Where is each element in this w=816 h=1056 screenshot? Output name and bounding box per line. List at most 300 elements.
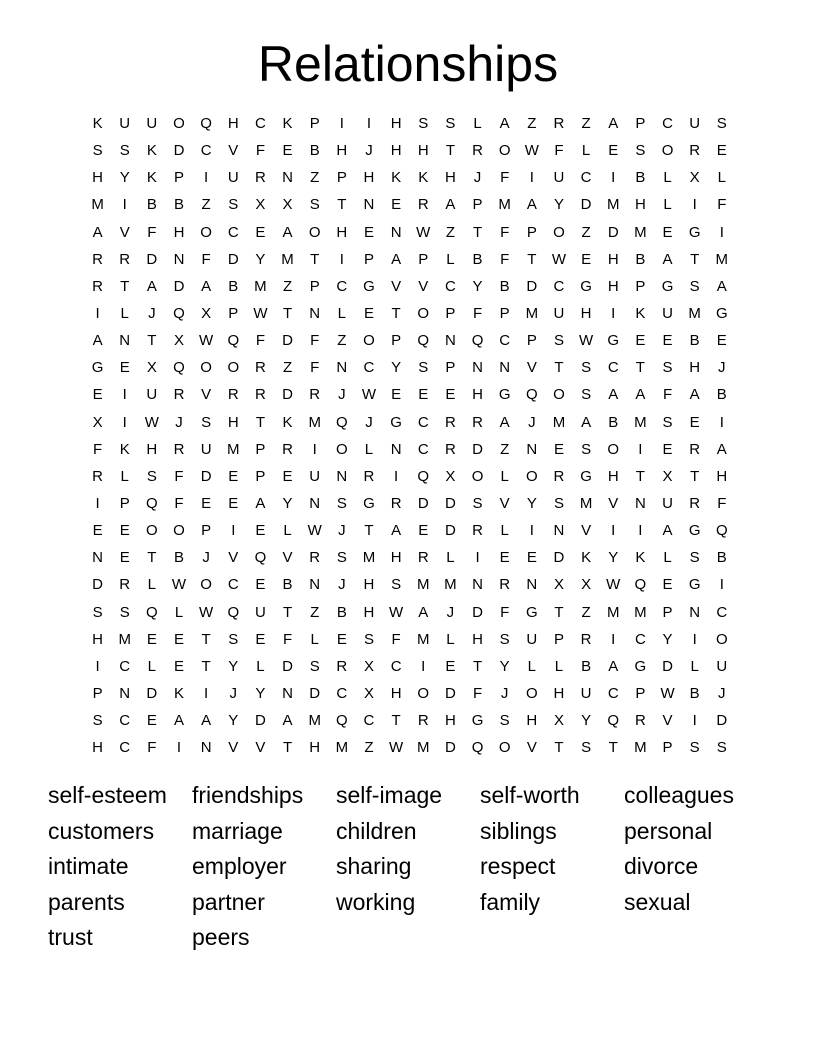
grid-letter[interactable]: W [389, 739, 404, 757]
grid-letter[interactable]: F [662, 386, 673, 404]
grid-letter[interactable]: P [336, 169, 347, 187]
grid-letter[interactable]: D [282, 332, 293, 350]
grid-letter[interactable]: X [689, 169, 700, 187]
grid-letter[interactable]: S [201, 413, 212, 431]
grid-letter[interactable]: U [146, 115, 158, 132]
grid-letter[interactable]: W [524, 142, 539, 160]
grid-letter[interactable]: D [200, 467, 212, 485]
grid-letter[interactable]: R [309, 386, 321, 404]
grid-letter[interactable]: P [418, 250, 429, 268]
grid-letter[interactable]: O [525, 467, 538, 485]
grid-letter[interactable]: N [92, 549, 103, 567]
grid-letter[interactable]: N [309, 494, 321, 512]
grid-letter[interactable]: T [255, 413, 265, 431]
grid-letter[interactable]: I [421, 657, 426, 675]
grid-letter[interactable]: G [580, 277, 592, 295]
grid-letter[interactable]: M [444, 576, 457, 594]
grid-letter[interactable]: O [525, 684, 538, 702]
grid-letter[interactable]: L [337, 304, 346, 322]
grid-letter[interactable]: A [201, 712, 212, 730]
grid-letter[interactable]: H [92, 630, 103, 648]
grid-letter[interactable]: A [173, 712, 184, 730]
grid-letter[interactable]: D [472, 603, 483, 621]
grid-letter[interactable]: I [475, 549, 480, 567]
grid-letter[interactable]: H [607, 277, 619, 295]
grid-letter[interactable]: D [146, 684, 158, 702]
grid-letter[interactable]: X [282, 196, 293, 214]
grid-letter[interactable]: H [634, 196, 646, 214]
grid-letter[interactable]: Q [146, 603, 158, 621]
grid-letter[interactable]: H [92, 739, 103, 757]
grid-letter[interactable]: B [282, 576, 293, 594]
grid-letter[interactable]: D [92, 576, 103, 594]
grid-letter[interactable]: I [611, 630, 616, 648]
grid-letter[interactable]: W [361, 386, 377, 404]
grid-letter[interactable]: R [553, 467, 565, 485]
grid-letter[interactable]: C [254, 115, 266, 132]
grid-letter[interactable]: R [417, 549, 429, 567]
grid-letter[interactable]: X [581, 576, 592, 594]
grid-letter[interactable]: E [689, 413, 700, 431]
grid-letter[interactable]: S [499, 712, 510, 730]
grid-letter[interactable]: X [92, 413, 103, 431]
grid-letter[interactable]: J [500, 684, 509, 702]
grid-letter[interactable]: N [390, 440, 402, 458]
grid-letter[interactable]: R [254, 386, 266, 404]
grid-letter[interactable]: N [499, 359, 511, 377]
grid-letter[interactable]: B [173, 196, 184, 214]
grid-letter[interactable]: M [254, 277, 267, 295]
grid-letter[interactable]: V [581, 522, 592, 540]
grid-letter[interactable]: B [173, 549, 184, 567]
grid-letter[interactable]: I [611, 169, 616, 187]
grid-letter[interactable]: B [608, 413, 619, 431]
grid-letter[interactable]: R [390, 494, 402, 512]
grid-letter[interactable]: I [366, 115, 372, 132]
grid-letter[interactable]: T [201, 630, 211, 648]
grid-letter[interactable]: J [446, 603, 455, 621]
grid-letter[interactable]: X [553, 576, 564, 594]
grid-letter[interactable]: F [310, 359, 320, 377]
grid-letter[interactable]: R [499, 576, 511, 594]
grid-letter[interactable]: S [581, 359, 592, 377]
grid-letter[interactable]: D [444, 522, 456, 540]
grid-letter[interactable]: E [201, 494, 212, 512]
grid-letter[interactable]: Q [336, 413, 348, 431]
grid-letter[interactable]: A [608, 115, 619, 132]
grid-letter[interactable]: T [337, 196, 347, 214]
grid-letter[interactable]: F [500, 223, 510, 241]
grid-letter[interactable]: R [363, 467, 375, 485]
grid-letter[interactable]: C [119, 739, 131, 757]
grid-letter[interactable]: Z [364, 739, 374, 757]
grid-letter[interactable]: T [147, 332, 157, 350]
grid-letter[interactable]: W [389, 603, 404, 621]
grid-letter[interactable]: J [338, 522, 346, 540]
grid-letter[interactable]: H [390, 684, 402, 702]
grid-letter[interactable]: C [200, 142, 212, 160]
grid-letter[interactable]: C [607, 684, 619, 702]
grid-letter[interactable]: E [526, 549, 537, 567]
grid-letter[interactable]: Q [146, 494, 158, 512]
grid-letter[interactable]: F [310, 332, 320, 350]
grid-letter[interactable]: Z [310, 169, 320, 187]
grid-letter[interactable]: F [554, 142, 564, 160]
grid-letter[interactable]: L [446, 549, 455, 567]
grid-letter[interactable]: W [660, 684, 675, 702]
grid-letter[interactable]: Q [634, 576, 647, 594]
grid-letter[interactable]: E [173, 630, 184, 648]
grid-letter[interactable]: T [201, 657, 211, 675]
grid-letter[interactable]: M [579, 494, 593, 512]
grid-letter[interactable]: S [228, 630, 239, 648]
grid-letter[interactable]: J [148, 304, 156, 322]
grid-letter[interactable]: H [580, 304, 592, 322]
grid-letter[interactable]: J [473, 169, 482, 187]
grid-letter[interactable]: B [228, 277, 239, 295]
grid-letter[interactable]: U [716, 657, 728, 675]
grid-letter[interactable]: D [417, 494, 429, 512]
grid-letter[interactable]: W [579, 332, 594, 350]
grid-letter[interactable]: M [417, 576, 430, 594]
grid-letter[interactable]: R [92, 277, 103, 295]
grid-letter[interactable]: I [719, 576, 724, 594]
grid-letter[interactable]: J [718, 684, 726, 702]
grid-letter[interactable]: C [336, 684, 348, 702]
grid-letter[interactable]: L [663, 196, 672, 214]
grid-letter[interactable]: Y [553, 196, 564, 214]
grid-letter[interactable]: O [715, 630, 728, 648]
grid-letter[interactable]: C [119, 657, 131, 675]
grid-letter[interactable]: M [91, 196, 104, 214]
grid-letter[interactable]: R [553, 115, 565, 132]
grid-letter[interactable]: M [688, 304, 701, 322]
grid-letter[interactable]: S [499, 630, 510, 648]
grid-letter[interactable]: E [716, 142, 727, 160]
grid-letter[interactable]: H [363, 603, 375, 621]
grid-letter[interactable]: B [689, 332, 700, 350]
grid-letter[interactable]: H [336, 142, 348, 160]
grid-letter[interactable]: H [390, 549, 402, 567]
grid-letter[interactable]: I [204, 169, 209, 187]
grid-letter[interactable]: Q [417, 332, 430, 350]
grid-letter[interactable]: M [634, 413, 647, 431]
grid-letter[interactable]: I [122, 413, 127, 431]
grid-letter[interactable]: T [635, 359, 645, 377]
grid-letter[interactable]: T [391, 712, 401, 730]
grid-letter[interactable]: T [364, 522, 374, 540]
grid-letter[interactable]: P [635, 684, 646, 702]
grid-letter[interactable]: A [635, 386, 646, 404]
grid-letter[interactable]: O [363, 332, 375, 350]
grid-letter[interactable]: H [716, 467, 728, 485]
grid-letter[interactable]: F [174, 467, 184, 485]
grid-letter[interactable]: E [363, 223, 374, 241]
grid-letter[interactable]: N [553, 522, 565, 540]
grid-letter[interactable]: Z [581, 223, 591, 241]
grid-letter[interactable]: S [472, 494, 483, 512]
grid-letter[interactable]: W [307, 522, 322, 540]
grid-letter[interactable]: S [662, 359, 673, 377]
grid-letter[interactable]: E [716, 332, 727, 350]
grid-letter[interactable]: U [553, 169, 565, 187]
grid-letter[interactable]: O [553, 223, 565, 241]
grid-letter[interactable]: E [553, 440, 564, 458]
grid-letter[interactable]: Y [228, 657, 239, 675]
grid-letter[interactable]: P [255, 467, 266, 485]
grid-letter[interactable]: S [581, 440, 592, 458]
grid-letter[interactable]: N [336, 467, 348, 485]
grid-letter[interactable]: L [147, 657, 157, 675]
grid-letter[interactable]: Y [662, 630, 673, 648]
grid-letter[interactable]: S [391, 576, 402, 594]
grid-letter[interactable]: A [92, 332, 103, 350]
grid-letter[interactable]: V [662, 712, 673, 730]
grid-letter[interactable]: L [554, 657, 564, 675]
grid-letter[interactable]: E [499, 549, 510, 567]
grid-letter[interactable]: C [662, 115, 673, 132]
grid-letter[interactable]: W [551, 250, 567, 268]
grid-letter[interactable]: J [338, 386, 346, 404]
grid-letter[interactable]: K [635, 549, 646, 567]
grid-letter[interactable]: T [147, 549, 157, 567]
grid-letter[interactable]: L [690, 657, 699, 675]
grid-letter[interactable]: G [363, 277, 375, 295]
grid-letter[interactable]: G [471, 712, 484, 730]
grid-letter[interactable]: P [201, 522, 212, 540]
grid-letter[interactable]: B [635, 250, 646, 268]
grid-letter[interactable]: H [173, 223, 185, 241]
grid-letter[interactable]: Y [255, 684, 266, 702]
grid-letter[interactable]: O [173, 115, 185, 132]
grid-letter[interactable]: R [92, 250, 103, 268]
grid-letter[interactable]: Y [255, 250, 266, 268]
grid-letter[interactable]: R [309, 549, 321, 567]
grid-letter[interactable]: I [611, 304, 616, 322]
grid-letter[interactable]: E [581, 250, 592, 268]
grid-letter[interactable]: R [472, 142, 483, 160]
grid-letter[interactable]: E [391, 386, 402, 404]
grid-letter[interactable]: D [580, 196, 592, 214]
grid-letter[interactable]: M [634, 603, 647, 621]
grid-letter[interactable]: L [500, 522, 509, 540]
grid-letter[interactable]: P [635, 277, 646, 295]
grid-letter[interactable]: V [255, 739, 266, 757]
grid-letter[interactable]: J [365, 142, 373, 160]
grid-letter[interactable]: A [499, 413, 510, 431]
grid-letter[interactable]: R [472, 522, 483, 540]
grid-letter[interactable]: D [282, 657, 293, 675]
grid-letter[interactable]: H [336, 223, 348, 241]
grid-letter[interactable]: A [282, 712, 293, 730]
grid-letter[interactable]: Z [527, 115, 537, 132]
grid-letter[interactable]: H [689, 359, 701, 377]
grid-letter[interactable]: K [282, 115, 293, 132]
grid-letter[interactable]: O [661, 142, 674, 160]
grid-letter[interactable]: I [692, 630, 697, 648]
grid-letter[interactable]: L [446, 630, 455, 648]
grid-letter[interactable]: A [608, 657, 619, 675]
grid-letter[interactable]: D [309, 684, 321, 702]
grid-letter[interactable]: A [418, 603, 429, 621]
grid-letter[interactable]: P [526, 332, 537, 350]
grid-letter[interactable]: H [227, 413, 239, 431]
grid-letter[interactable]: Y [228, 712, 239, 730]
grid-letter[interactable]: O [200, 223, 212, 241]
grid-letter[interactable]: M [606, 196, 620, 214]
grid-letter[interactable]: M [308, 413, 321, 431]
grid-letter[interactable]: N [282, 169, 293, 187]
grid-letter[interactable]: Q [417, 467, 430, 485]
grid-letter[interactable]: H [607, 467, 619, 485]
grid-letter[interactable]: K [418, 169, 429, 187]
grid-letter[interactable]: I [95, 304, 100, 322]
grid-letter[interactable]: E [255, 223, 266, 241]
grid-letter[interactable]: T [120, 277, 130, 295]
grid-letter[interactable]: A [716, 277, 727, 295]
grid-letter[interactable]: X [662, 467, 673, 485]
grid-letter[interactable]: M [118, 630, 131, 648]
grid-letter[interactable]: M [308, 712, 321, 730]
grid-letter[interactable]: D [173, 277, 185, 295]
grid-letter[interactable]: F [717, 494, 727, 512]
grid-letter[interactable]: D [227, 250, 239, 268]
grid-letter[interactable]: Z [445, 223, 455, 241]
grid-letter[interactable]: E [282, 142, 293, 160]
grid-letter[interactable]: P [635, 115, 646, 132]
grid-letter[interactable]: S [553, 494, 564, 512]
grid-letter[interactable]: Q [471, 739, 484, 757]
grid-letter[interactable]: P [499, 304, 510, 322]
grid-letter[interactable]: K [92, 115, 103, 132]
grid-letter[interactable]: F [174, 494, 184, 512]
grid-letter[interactable]: Q [336, 712, 348, 730]
grid-letter[interactable]: S [689, 277, 700, 295]
grid-letter[interactable]: L [663, 169, 672, 187]
grid-letter[interactable]: P [662, 603, 673, 621]
grid-letter[interactable]: U [526, 630, 538, 648]
grid-letter[interactable]: X [363, 657, 374, 675]
grid-letter[interactable]: D [444, 684, 456, 702]
grid-letter[interactable]: F [472, 684, 483, 702]
grid-letter[interactable]: D [716, 712, 728, 730]
grid-letter[interactable]: C [607, 359, 619, 377]
grid-letter[interactable]: U [662, 494, 673, 512]
grid-letter[interactable]: P [173, 169, 184, 187]
grid-letter[interactable]: U [689, 115, 701, 132]
grid-letter[interactable]: E [635, 332, 646, 350]
grid-letter[interactable]: T [690, 467, 700, 485]
grid-letter[interactable]: E [391, 196, 402, 214]
grid-letter[interactable]: X [445, 467, 456, 485]
grid-letter[interactable]: D [282, 386, 293, 404]
grid-letter[interactable]: G [580, 467, 592, 485]
grid-letter[interactable]: E [445, 657, 456, 675]
grid-letter[interactable]: D [526, 277, 538, 295]
grid-letter[interactable]: F [472, 304, 483, 322]
grid-letter[interactable]: F [255, 142, 265, 160]
grid-letter[interactable]: D [444, 739, 456, 757]
grid-letter[interactable]: O [173, 522, 185, 540]
grid-letter[interactable]: M [362, 549, 376, 567]
grid-letter[interactable]: A [445, 196, 456, 214]
grid-letter[interactable]: L [717, 169, 726, 187]
grid-letter[interactable]: J [718, 359, 726, 377]
grid-letter[interactable]: S [146, 467, 157, 485]
grid-letter[interactable]: A [662, 522, 673, 540]
grid-letter[interactable]: P [119, 494, 130, 512]
grid-letter[interactable]: E [608, 142, 619, 160]
grid-letter[interactable]: U [662, 304, 673, 322]
grid-letter[interactable]: L [473, 115, 482, 132]
grid-letter[interactable]: N [472, 359, 483, 377]
grid-letter[interactable]: M [606, 603, 620, 621]
grid-letter[interactable]: I [231, 522, 236, 540]
grid-letter[interactable]: Q [227, 332, 240, 350]
grid-letter[interactable]: Q [173, 359, 185, 377]
grid-letter[interactable]: Y [526, 494, 537, 512]
grid-letter[interactable]: O [417, 304, 430, 322]
grid-letter[interactable]: T [690, 250, 700, 268]
grid-letter[interactable]: S [363, 630, 374, 648]
grid-letter[interactable]: R [444, 413, 456, 431]
grid-letter[interactable]: E [255, 630, 266, 648]
grid-letter[interactable]: D [607, 223, 619, 241]
grid-letter[interactable]: N [119, 684, 131, 702]
grid-letter[interactable]: K [581, 549, 592, 567]
grid-letter[interactable]: H [309, 739, 321, 757]
grid-letter[interactable]: W [171, 576, 187, 594]
grid-letter[interactable]: Z [337, 332, 347, 350]
grid-letter[interactable]: N [336, 359, 348, 377]
grid-letter[interactable]: Q [525, 386, 538, 404]
grid-letter[interactable]: P [309, 115, 320, 132]
grid-letter[interactable]: L [500, 467, 509, 485]
grid-letter[interactable]: Q [471, 332, 484, 350]
grid-letter[interactable]: H [607, 250, 619, 268]
grid-letter[interactable]: T [608, 739, 618, 757]
grid-letter[interactable]: C [336, 277, 348, 295]
grid-letter[interactable]: F [255, 332, 265, 350]
grid-letter[interactable]: I [122, 196, 127, 214]
grid-letter[interactable]: O [200, 576, 212, 594]
grid-letter[interactable]: S [119, 603, 130, 621]
grid-letter[interactable]: Q [200, 115, 212, 132]
grid-letter[interactable]: I [692, 712, 697, 730]
grid-letter[interactable]: E [92, 522, 103, 540]
grid-letter[interactable]: A [689, 386, 700, 404]
grid-letter[interactable]: M [498, 196, 511, 214]
grid-letter[interactable]: O [553, 386, 565, 404]
grid-letter[interactable]: D [254, 712, 266, 730]
grid-letter[interactable]: H [444, 712, 456, 730]
grid-letter[interactable]: U [254, 603, 266, 621]
grid-letter[interactable]: S [635, 142, 646, 160]
grid-letter[interactable]: S [92, 712, 103, 730]
grid-letter[interactable]: F [391, 630, 401, 648]
grid-letter[interactable]: S [716, 739, 727, 757]
grid-letter[interactable]: C [634, 630, 646, 648]
grid-letter[interactable]: I [719, 223, 724, 241]
grid-letter[interactable]: O [200, 359, 212, 377]
grid-letter[interactable]: R [92, 467, 103, 485]
grid-letter[interactable]: S [689, 739, 700, 757]
grid-letter[interactable]: T [554, 739, 564, 757]
grid-letter[interactable]: T [527, 250, 537, 268]
grid-letter[interactable]: N [526, 576, 538, 594]
grid-letter[interactable]: G [363, 494, 375, 512]
grid-letter[interactable]: Q [607, 712, 620, 730]
